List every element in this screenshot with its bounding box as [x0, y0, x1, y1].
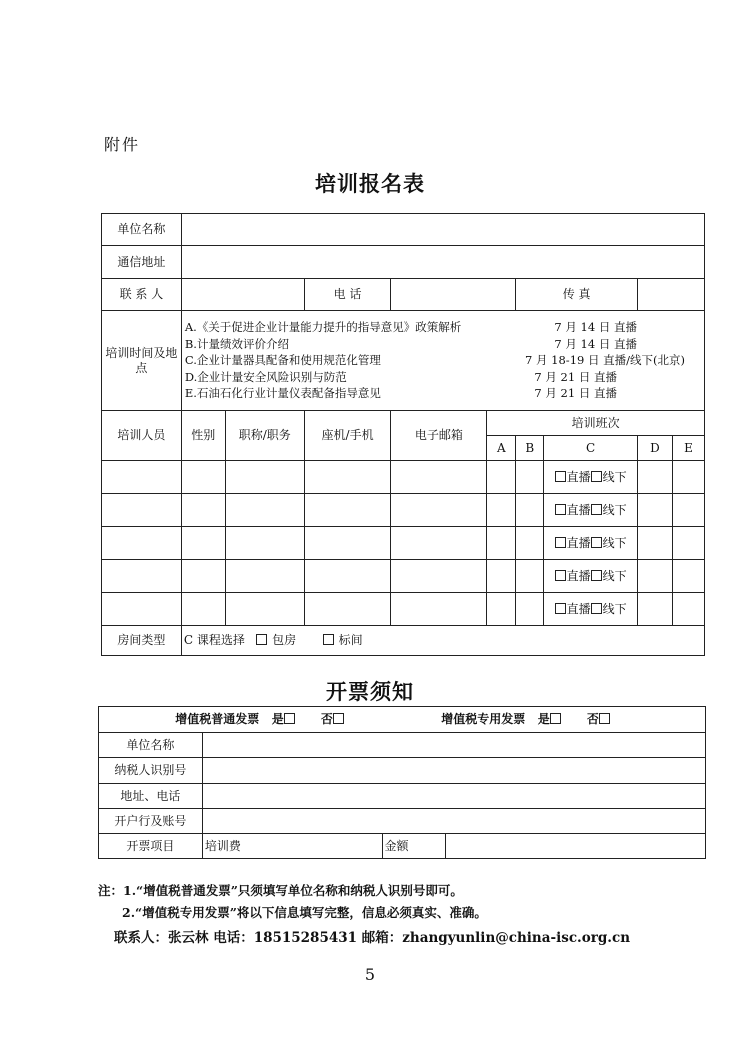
tax-id-label: 纳税人识别号 — [99, 758, 203, 784]
address-phone-label: 地址、电话 — [99, 784, 203, 809]
checkbox-icon[interactable] — [550, 713, 561, 724]
course-item: A.《关于促进企业计量能力提升的指导意见》政策解析 7 月 14 日 直播 — [184, 320, 637, 335]
room-type-options: C 课程选择 包房 标间 — [181, 626, 704, 656]
address-field[interactable] — [181, 246, 704, 279]
trainee-row — [102, 560, 705, 593]
unit-name-field[interactable] — [181, 214, 704, 246]
course-item: E.石油石化行业计量仪表配备指导意见 7 月 21 日 直播 — [184, 386, 617, 401]
checkbox-icon[interactable] — [555, 504, 566, 515]
col-title: 职称/职务 — [225, 411, 304, 461]
fax-field[interactable] — [638, 279, 705, 311]
c-option-cell: 直播 线下 — [544, 593, 638, 626]
amount-field[interactable] — [446, 834, 706, 859]
contact-person-field[interactable] — [181, 279, 304, 311]
checkbox-icon[interactable] — [591, 603, 602, 614]
course-list — [181, 311, 704, 411]
col-class: 培训班次 — [487, 411, 705, 436]
checkbox-icon[interactable] — [599, 713, 610, 724]
checkbox-icon[interactable] — [555, 471, 566, 482]
amount-label: 金额 — [382, 834, 446, 859]
bank-account-field[interactable] — [202, 809, 705, 834]
col-email: 电子邮箱 — [391, 411, 487, 461]
checkbox-icon[interactable] — [284, 713, 295, 724]
checkbox-icon[interactable] — [323, 634, 334, 645]
checkbox-icon[interactable] — [555, 570, 566, 581]
class-col-e: E — [672, 436, 704, 461]
inv-unit-name-label: 单位名称 — [99, 733, 203, 758]
course-item: D.企业计量安全风险识别与防范 7 月 21 日 直播 — [184, 369, 617, 384]
col-trainee: 培训人员 — [102, 411, 182, 461]
invoice-item-value: 培训费 — [202, 834, 382, 859]
form-title: 培训报名表 — [315, 172, 425, 196]
checkbox-icon[interactable] — [256, 634, 267, 645]
phone-field[interactable] — [391, 279, 516, 311]
contact-info: 联系人：张云林 电话：18515285431 邮箱：zhangyunlin@china-isc.org.cn — [114, 930, 631, 946]
col-phone: 座机/手机 — [304, 411, 391, 461]
attachment-label: 附件 — [104, 135, 141, 154]
checkbox-icon[interactable] — [555, 537, 566, 548]
address-label: 通信地址 — [102, 246, 182, 279]
class-col-a: A — [487, 436, 516, 461]
class-col-c: C — [544, 436, 638, 461]
bank-account-label: 开户行及账号 — [99, 809, 203, 834]
checkbox-icon[interactable] — [555, 603, 566, 614]
note-line-2: 2.“增值税专用发票”将以下信息填写完整，信息必须真实、准确。 — [122, 905, 487, 920]
trainee-row — [102, 527, 705, 560]
checkbox-icon[interactable] — [591, 570, 602, 581]
invoice-title: 开票须知 — [326, 680, 414, 704]
checkbox-icon[interactable] — [333, 713, 344, 724]
normal-invoice-label: 增值税普通发票 — [175, 712, 260, 727]
address-phone-field[interactable] — [202, 784, 705, 809]
unit-name-label: 单位名称 — [102, 214, 182, 246]
phone-label: 电 话 — [304, 279, 391, 311]
trainee-row — [102, 494, 705, 527]
invoice-item-label: 开票项目 — [99, 834, 203, 859]
tax-id-field[interactable] — [202, 758, 705, 784]
notes — [98, 880, 487, 924]
checkbox-icon[interactable] — [591, 537, 602, 548]
contact-person-label: 联 系 人 — [102, 279, 182, 311]
c-option-cell: 直播 线下 — [544, 560, 638, 593]
course-item: C.企业计量器具配备和使用规范化管理 7 月 18-19 日 直播/线下(北京) — [184, 353, 685, 368]
inv-unit-name-field[interactable] — [202, 733, 705, 758]
invoice-table — [98, 706, 706, 859]
checkbox-icon[interactable] — [591, 471, 602, 482]
trainee-row — [102, 461, 705, 494]
trainee-row — [102, 593, 705, 626]
class-col-b: B — [516, 436, 544, 461]
fax-label: 传 真 — [516, 279, 638, 311]
time-place-label: 培训时间及地点 — [102, 311, 182, 411]
col-gender: 性别 — [181, 411, 225, 461]
registration-table — [101, 213, 705, 656]
checkbox-icon[interactable] — [591, 504, 602, 515]
course-item: B.计量绩效评价介绍 7 月 14 日 直播 — [184, 336, 637, 351]
note-line-1: 注：1.“增值税普通发票”只须填写单位名称和纳税人识别号即可。 — [98, 883, 463, 898]
room-type-label: 房间类型 — [102, 626, 182, 656]
c-option-cell: 直播 线下 — [544, 461, 638, 494]
invoice-type-row: 增值税普通发票 是 否 增值税专用发票 是 否 — [99, 707, 706, 733]
page-number: 5 — [364, 965, 376, 984]
special-invoice-label: 增值税专用发票 — [441, 712, 526, 727]
c-option-cell: 直播 线下 — [544, 527, 638, 560]
class-col-d: D — [638, 436, 673, 461]
c-option-cell: 直播 线下 — [544, 494, 638, 527]
